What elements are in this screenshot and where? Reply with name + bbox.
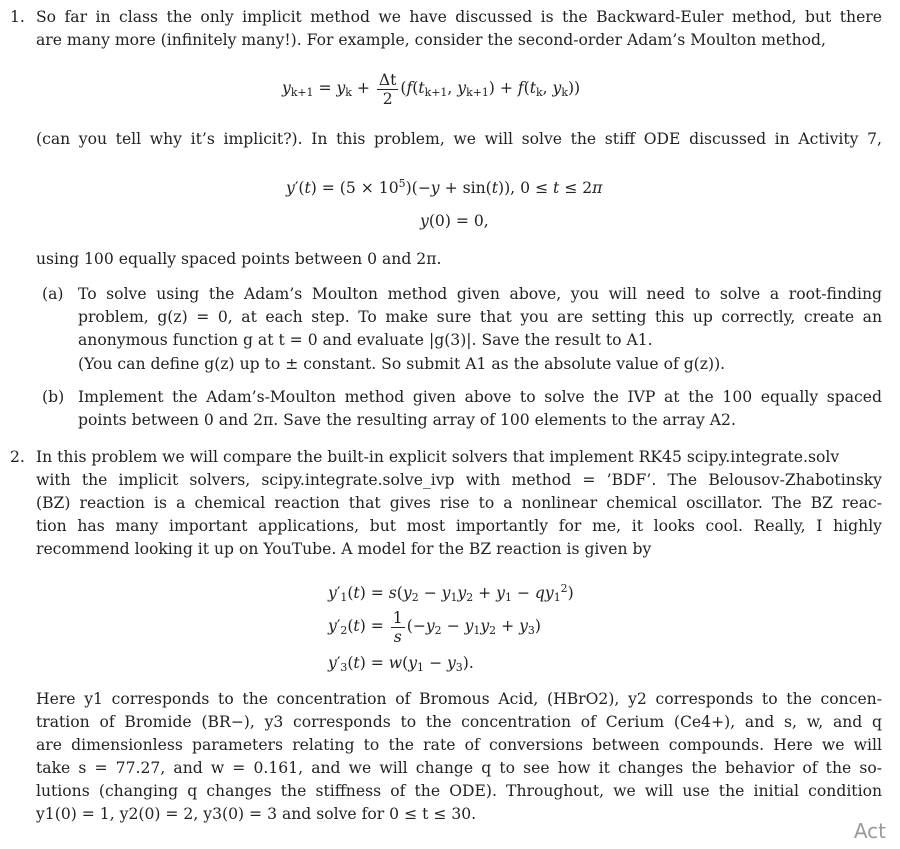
initial-condition: y(0) = 0, bbox=[420, 212, 489, 230]
problem-2-intro-line-4: tion has many important applications, but most importantly for me, it looks cool. Really, I highly bbox=[36, 517, 882, 535]
part-a-line-1: To solve using the Adam’s Moulton method given above, you will need to solve a root-finding bbox=[78, 285, 882, 303]
problem-2-closing-line-5: lutions (changing q changes the stiffness of the ODE). Throughout, we will use the initial condition bbox=[36, 782, 882, 800]
bz-equation-3: $y'_3(t) = w(y_1 - y_3)$. bbox=[328, 654, 474, 674]
problem-1-intro-line-2: are many more (infinitely many!). For example, consider the second-order Adam’s Moulton method, bbox=[36, 31, 826, 49]
problem-2-closing-line-1: Here y1 corresponds to the concentration of Bromous Acid, (HBrO2), y2 corresponds to the concen- bbox=[36, 690, 882, 708]
problem-1-intro-line-1: So far in class the only implicit method we have discussed is the Backward-Euler method, but there bbox=[36, 8, 882, 26]
stiff-ode-equation: $y'(t) = (5 \times 10^5)(-y + \sin(t))$, 0 ≤ t ≤ 2π bbox=[286, 177, 603, 197]
part-b-label: (b) bbox=[42, 388, 65, 406]
part-a-line-4: (You can define g(z) up to ± constant. So submit A1 as the absolute value of g(z)). bbox=[78, 355, 726, 373]
problem-2-closing-line-6: y1(0) = 1, y2(0) = 2, y3(0) = 3 and solve for 0 ≤ t ≤ 30. bbox=[36, 805, 477, 823]
part-a-line-3: anonymous function g at t = 0 and evaluate |g(3)|. Save the result to A1. bbox=[78, 331, 653, 349]
bz-equation-2: $y'_2(t)$ = $\frac{1}{s}$ $(-y_2 - y_1y_2 + y_3)$ bbox=[328, 608, 541, 646]
problem-2-intro-line-1: In this problem we will compare the built-in explicit solvers that implement RK45 scipy.integrate.solv bbox=[36, 448, 840, 466]
part-b-line-2: points between 0 and 2π. Save the resulting array of 100 elements to the array A2. bbox=[78, 411, 736, 429]
problem-2-intro-line-2: with the implicit solvers, scipy.integrate.solve_ivp with method = ’BDF’. The Belousov-Zhabotinsky bbox=[36, 471, 882, 489]
problem-2-closing-line-2: tration of Bromide (BR−), y3 corresponds to the concentration of Cerium (Ce4+), and s, w, and q bbox=[36, 713, 882, 731]
problem-2-closing-line-3: are dimensionless parameters relating to the rate of conversions between compounds. Here we will bbox=[36, 736, 882, 754]
problem-2-intro-line-3: (BZ) reaction is a chemical reaction that gives rise to a nonlinear chemical oscillator. The BZ reac- bbox=[36, 494, 882, 512]
bz-equation-1: $y'_1(t) = s(y_2 - y_1y_2 + y_1 - qy_1^2)$ bbox=[328, 582, 574, 604]
part-b-line-1: Implement the Adam’s-Moulton method given above to solve the IVP at the 100 equally spaced bbox=[78, 388, 882, 406]
delta-t: Δt bbox=[378, 70, 397, 89]
adams-moulton-equation: $y_{k+1} = y_k$ + $\frac{\Delta t}{2}$ ($f(t_{k+1}$, $y_{k+1}) + f(t_k$, $y_k$)) bbox=[282, 70, 581, 108]
problem-1-after-equation: (can you tell why it’s implicit?). In this problem, we will solve the stiff ODE discussed in Activity 7, bbox=[36, 130, 882, 148]
problem-2-closing-line-4: take s = 77.27, and w = 0.161, and we will change q to see how it changes the behavior of the so- bbox=[36, 759, 882, 777]
activate-watermark: Act bbox=[853, 819, 886, 843]
problem-1-number: 1. bbox=[10, 8, 25, 26]
part-a-label: (a) bbox=[42, 285, 64, 303]
part-a-line-2: problem, g(z) = 0, at each step. To make sure that you are setting this up correctly, create an bbox=[78, 308, 882, 326]
problem-1-points-line: using 100 equally spaced points between 0 and 2π. bbox=[36, 250, 442, 268]
problem-2-intro-line-5: recommend looking it up on YouTube. A model for the BZ reaction is given by bbox=[36, 540, 652, 558]
problem-2-number: 2. bbox=[10, 448, 25, 466]
